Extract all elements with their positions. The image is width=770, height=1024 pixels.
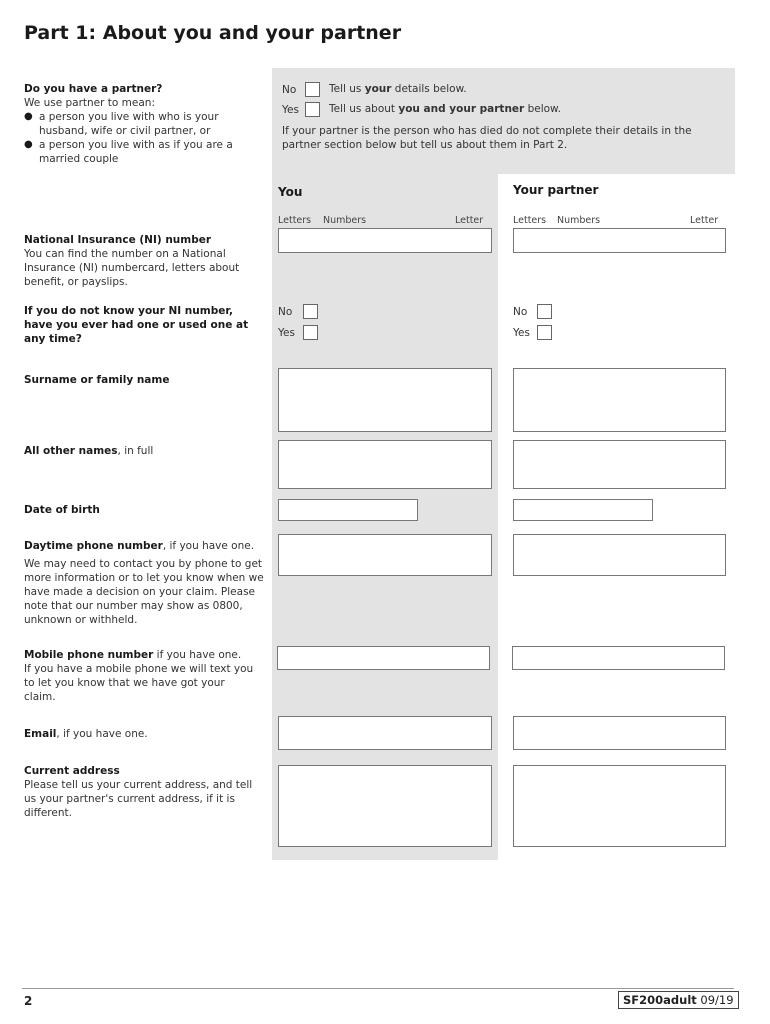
- no-text-pre: Tell us: [329, 83, 365, 95]
- partner-yes-checkbox[interactable]: [305, 102, 320, 117]
- you-email-field[interactable]: [278, 716, 492, 750]
- surname-label: Surname or family name: [24, 374, 170, 386]
- daytime-phone-label: [24, 539, 266, 553]
- yes-text-post: below.: [524, 103, 561, 115]
- partner-no-text: [329, 83, 467, 95]
- ni-letters-label: Letters: [513, 215, 547, 226]
- ni-numbers-label: Numbers: [557, 215, 601, 226]
- you-other-names-field[interactable]: [278, 440, 492, 489]
- ni-number-label: National Insurance (NI) number: [24, 234, 212, 246]
- other-names-label-bold: All other names: [24, 445, 118, 457]
- form-reference: [618, 991, 739, 1009]
- you-dob-field[interactable]: [278, 499, 418, 521]
- page-title: Part 1: About you and your partner: [24, 22, 402, 44]
- yes-text-pre: Tell us about: [329, 103, 399, 115]
- partner-email-field[interactable]: [513, 716, 726, 750]
- no-text-bold: your: [364, 83, 392, 95]
- partner-no-label: No: [282, 84, 297, 96]
- ni-letters-label: Letters: [278, 215, 312, 226]
- address-question: [24, 764, 256, 820]
- address-label: Current address: [24, 765, 120, 777]
- partner-address-field[interactable]: [513, 765, 726, 847]
- ni-letter-label: Letter: [455, 215, 484, 226]
- partner-daytime-phone-field[interactable]: [513, 534, 726, 576]
- ni-unknown-question: If you do not know your NI number, have you ever had one or used one at any time?: [24, 305, 249, 345]
- you-ni-no-checkbox[interactable]: [303, 304, 318, 319]
- email-label-bold: Email: [24, 728, 57, 740]
- address-help: Please tell us your current address, and tell us your partner's current address, if it is different.: [24, 779, 253, 819]
- ni-number-help: You can find the number on a National Insurance (NI) numbercard, letters about benefit, or payslips.: [24, 248, 240, 288]
- partner-ni-yes-label: Yes: [513, 327, 530, 339]
- other-names-suffix: , in full: [117, 445, 154, 457]
- partner-question: [24, 82, 259, 166]
- daytime-phone-help: We may need to contact you by phone to get more information or to let you know when we have made a decision on your claim. Please note that our number may show as 0800, unknown or withheld.: [24, 558, 264, 626]
- form-date: 09/19: [696, 993, 734, 1007]
- dob-label: Date of birth: [24, 504, 100, 516]
- daytime-phone-suffix: , if you have one.: [162, 540, 255, 552]
- page-number: 2: [24, 994, 33, 1008]
- mobile-phone-question: [24, 648, 259, 704]
- partner-definition-list: [24, 110, 259, 166]
- ni-numbers-label: Numbers: [323, 215, 367, 226]
- you-ni-no-label: No: [278, 306, 293, 318]
- footer-divider: [22, 988, 734, 989]
- list-item: ● a person you live with as if you are a married couple: [24, 138, 259, 166]
- mobile-phone-label-bold: Mobile phone number: [24, 649, 154, 661]
- partner-ni-number-field[interactable]: [513, 228, 726, 253]
- form-code: SF200adult: [623, 993, 697, 1007]
- partner-other-names-field[interactable]: [513, 440, 726, 489]
- you-ni-yes-checkbox[interactable]: [303, 325, 318, 340]
- mobile-phone-label: [24, 648, 259, 662]
- partner-note: If your partner is the person who has died do not complete their details in the partner section below but tell us about them in Part 2.: [282, 125, 692, 151]
- partner-ni-yes-checkbox[interactable]: [537, 325, 552, 340]
- mobile-phone-help: If you have a mobile phone we will text you to let you know that we have got your claim.: [24, 663, 254, 703]
- partner-surname-field[interactable]: [513, 368, 726, 432]
- list-item: ● a person you live with who is your husband, wife or civil partner, or: [24, 110, 259, 138]
- you-mobile-phone-field[interactable]: [277, 646, 490, 670]
- column-header-partner: Your partner: [513, 183, 599, 197]
- other-names-label: [24, 444, 153, 458]
- you-surname-field[interactable]: [278, 368, 492, 432]
- mobile-phone-suffix: if you have one.: [153, 649, 242, 661]
- ni-number-question: [24, 233, 264, 289]
- daytime-phone-label-bold: Daytime phone number: [24, 540, 163, 552]
- partner-yes-text: [329, 103, 561, 115]
- partner-yes-label: Yes: [282, 104, 299, 116]
- partner-no-checkbox[interactable]: [305, 82, 320, 97]
- ni-letter-label: Letter: [690, 215, 719, 226]
- you-ni-yes-label: Yes: [278, 327, 295, 339]
- partner-ni-no-label: No: [513, 306, 528, 318]
- yes-text-bold: you and your partner: [398, 103, 525, 115]
- daytime-phone-question: [24, 539, 266, 627]
- you-daytime-phone-field[interactable]: [278, 534, 492, 576]
- column-header-you: You: [278, 185, 303, 199]
- no-text-post: details below.: [391, 83, 467, 95]
- partner-ni-no-checkbox[interactable]: [537, 304, 552, 319]
- partner-question-intro: We use partner to mean:: [24, 97, 155, 109]
- you-ni-number-field[interactable]: [278, 228, 492, 253]
- email-suffix: , if you have one.: [56, 728, 148, 740]
- email-label: [24, 727, 148, 741]
- partner-question-heading: Do you have a partner?: [24, 83, 163, 95]
- partner-mobile-phone-field[interactable]: [512, 646, 725, 670]
- partner-dob-field[interactable]: [513, 499, 653, 521]
- you-address-field[interactable]: [278, 765, 492, 847]
